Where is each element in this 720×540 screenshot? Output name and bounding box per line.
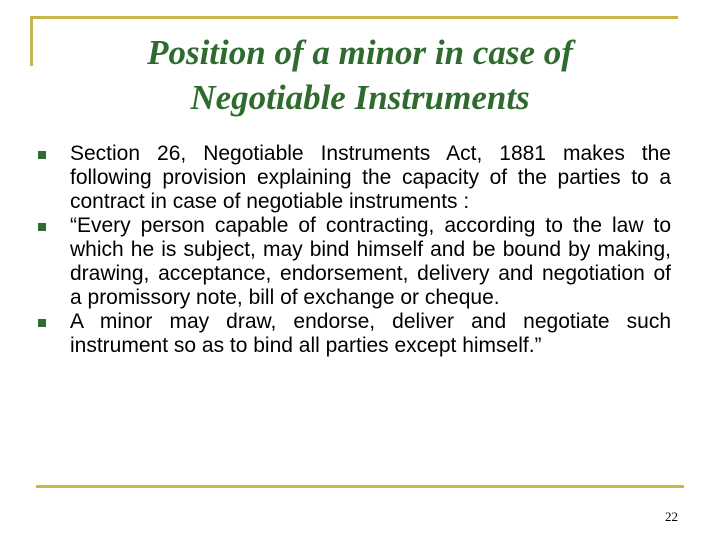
square-bullet-icon [38,151,46,159]
page-number: 22 [665,509,678,524]
bullet-item [38,214,671,310]
top-border-line [30,16,678,19]
bullet-item [38,310,671,358]
title-line-2: Negotiable Instruments [190,78,530,117]
square-bullet-icon [38,319,46,327]
bullet-item [38,142,671,214]
square-bullet-icon [38,223,46,231]
bullet-list [38,142,671,358]
bottom-border-line [36,485,684,488]
bullet-text: Section 26, Negotiable Instruments Act, 1881 makes the following provision explaining the capacity of the parties to a contract in case of negotiable instruments : [70,142,671,213]
title-line-1: Position of a minor in case of [147,33,573,72]
bullet-text: A minor may draw, endorse, deliver and negotiate such instrument so as to bind all parties except himself.” [70,310,671,357]
left-border-line [30,16,33,66]
bullet-text: “Every person capable of contracting, according to the law to which he is subject, may bind himself and be bound by making, drawing, acceptance, endorsement, delivery and negotiation of a promissory note, bill of exchange or cheque. [70,214,671,309]
slide-title [60,30,660,120]
